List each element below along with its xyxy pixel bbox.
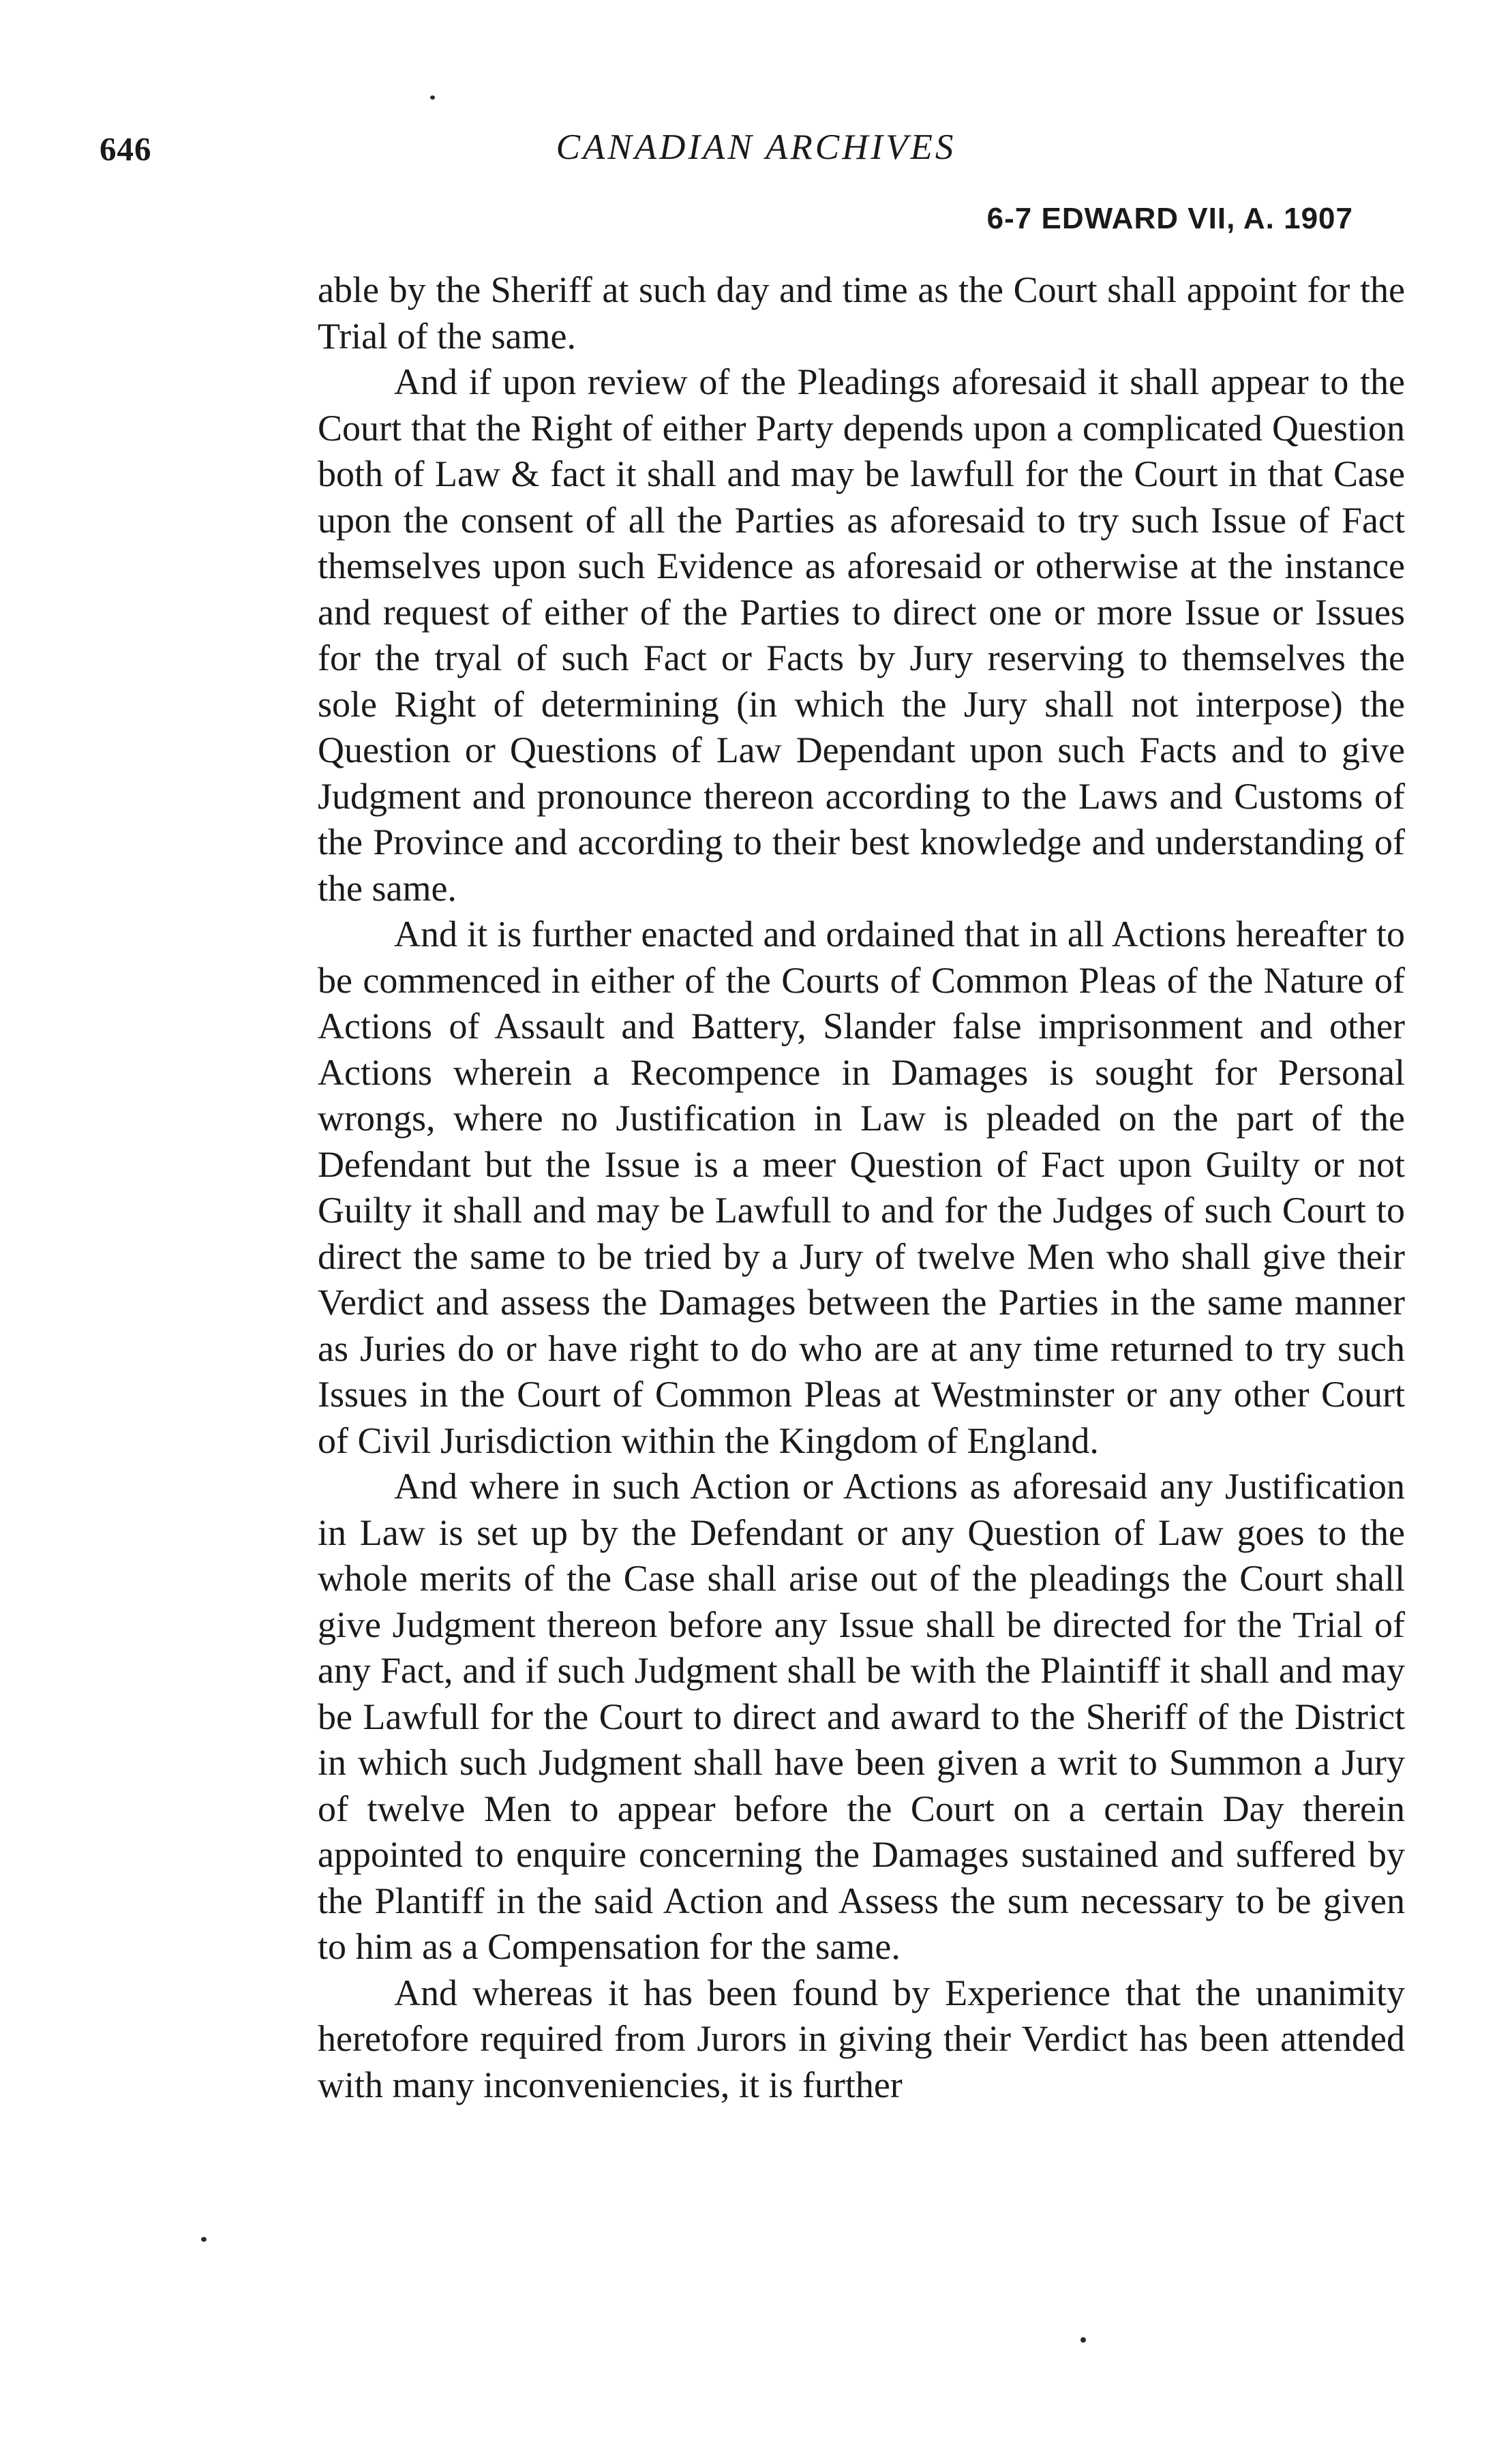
paragraph: And whereas it has been found by Experience that the unanimity heretofore required from Jurors in giving their Verdict has been attended with many inconveniencies, it is further — [318, 1972, 1405, 2105]
running-title: CANADIAN ARCHIVES — [556, 127, 956, 167]
paragraph: And if upon review of the Pleadings aforesaid it shall appear to the Court that the Right of either Party depends upon a complicated Question both of Law & fact it shall and may be lawfull for the Court in that Case upon the consent of all the Parties as aforesaid to try such Issue of Fact themselves upon such Evidence as aforesaid or otherwise at the instance and request of either of the Parties to direct one or more Issue or Issues for the tryal of such Fact or Facts by Jury reserving to themselves the sole Right of determining (in which the Jury shall not interpose) the Question or Questions of Law Dependant upon such Facts and to give Judgment and pronounce thereon according to the Laws and Customs of the Province and according to their best knowledge and understanding of the same. — [318, 361, 1405, 909]
scan-speck — [430, 95, 435, 100]
session-line: 6-7 EDWARD VII, A. 1907 — [986, 202, 1353, 235]
paragraph: And it is further enacted and ordained that in all Actions hereafter to be commenced in either of the Courts of Common Pleas of the Nature of Actions of Assault and Battery, Slander false imprisonment and other Actions wherein a Recompence in Damages is sought for Personal wrongs, where no Justification in Law is pleaded on the part of the Defendant but the Issue is a meer Question of Fact upon Guilty or not Guilty it shall and may be Lawfull to and for the Judges of such Court to direct the same to be tried by a Jury of twelve Men who shall give their Verdict and assess the Damages between the Parties in the same manner as Juries do or have right to do who are at any time returned to try such Issues in the Court of Common Pleas at Westminster or any other Court of Civil Jurisdiction within the Kingdom of England. — [318, 914, 1405, 1461]
paragraph: able by the Sheriff at such day and time as the Court shall appoint for the Trial of the same. — [318, 269, 1405, 357]
paragraph: And where in such Action or Actions as aforesaid any Justification in Law is set up by the Defendant or any Question of Law goes to the whole merits of the Case shall arise out of the pleadings the Court shall give Judgment thereon before any Issue shall be directed for the Trial of any Fact, and if such Judgment shall be with the Plaintiff it shall and may be Lawfull for the Court to direct and award to the Sheriff of the District in which such Judgment shall have been given a writ to Summon a Jury of twelve Men to appear before the Court on a certain Day therein appointed to enquire concerning the Damages sustained and suffered by the Plantiff in the said Action and Assess the sum necessary to be given to him as a Compensation for the same. — [318, 1466, 1405, 1967]
scan-speck — [1080, 2337, 1086, 2343]
scan-speck — [201, 2237, 207, 2242]
body-text — [318, 267, 1405, 2108]
page-number: 646 — [100, 130, 152, 168]
